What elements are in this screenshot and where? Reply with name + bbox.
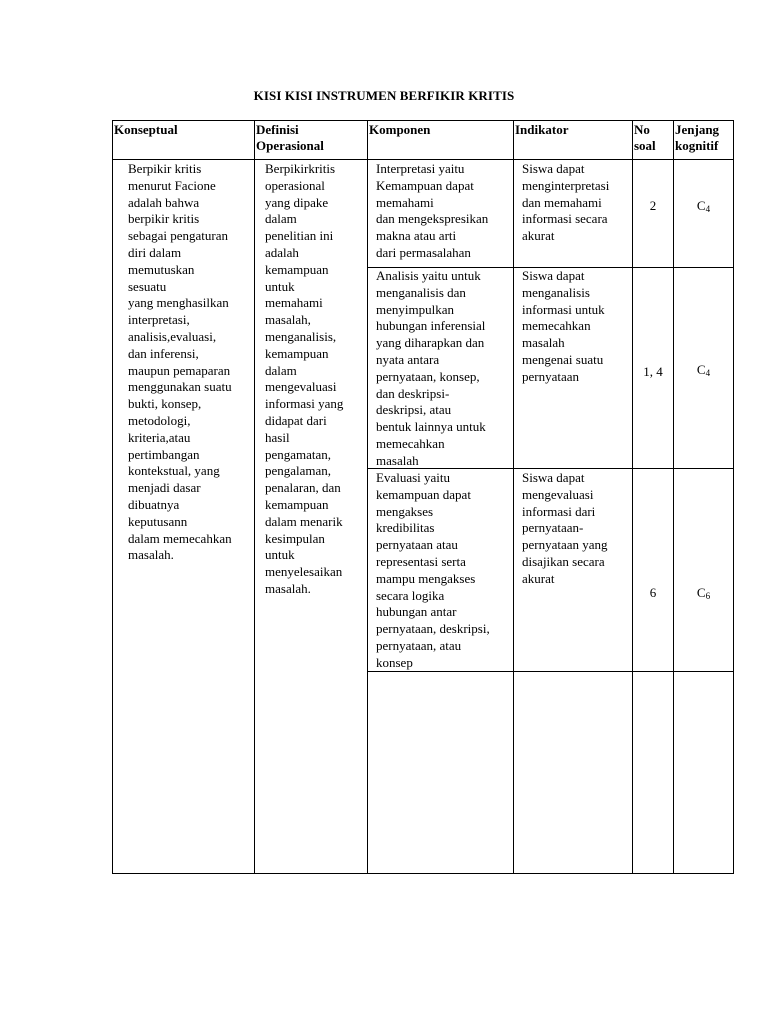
header-indikator — [515, 122, 630, 138]
kisi-kisi-table — [112, 120, 734, 874]
row2-no-soal: 1, 4 — [643, 364, 663, 379]
jenjang-subscript: 4 — [705, 204, 711, 214]
text-line: menginterpretasi — [522, 177, 610, 193]
header-definisi-line1: Definisi — [256, 122, 299, 137]
header-komponen-label: Komponen — [369, 122, 431, 137]
text-line: sebagai pengaturan — [128, 228, 228, 244]
text-line: hasil — [265, 429, 290, 445]
text-line: untuk — [265, 547, 295, 563]
col-divider-5 — [673, 120, 674, 874]
text-line: menganalisis dan — [376, 284, 466, 300]
text-line: kemampuan dapat — [376, 486, 471, 502]
text-line: dalam menarik — [265, 513, 343, 529]
text-line: kontekstual, yang — [128, 463, 220, 479]
jenjang-letter: C — [696, 198, 706, 213]
header-definisi-operasional — [256, 122, 366, 154]
text-line: pengalaman, — [265, 463, 332, 479]
text-line: yang menghasilkan — [128, 295, 229, 311]
text-line: masalah, — [265, 312, 311, 328]
text-line: hubungan antar — [376, 604, 457, 620]
text-line: mengakses — [376, 503, 434, 519]
row3-indikator — [522, 470, 630, 588]
text-line: masalah — [376, 452, 419, 468]
text-line: kemampuan — [265, 261, 329, 277]
text-line: dari permasalahan — [376, 244, 471, 260]
text-line: masalah. — [265, 580, 311, 596]
text-line: Kemampuan dapat — [376, 177, 474, 193]
table-border-top — [112, 120, 734, 121]
text-line: pernyataan, atau — [376, 637, 462, 653]
text-line: secara logika — [376, 587, 445, 603]
text-line: bentuk lainnya untuk — [376, 419, 486, 435]
text-line: menyimpulkan — [376, 301, 454, 317]
header-konseptual — [114, 122, 252, 138]
text-line: memutuskan — [128, 261, 195, 277]
header-jenjang-line1: Jenjang — [675, 122, 720, 137]
document-title: KISI KISI INSTRUMEN BERFIKIR KRITIS — [253, 88, 515, 103]
col-divider-2 — [367, 120, 368, 874]
text-line: pernyataan, deskripsi, — [376, 621, 490, 637]
definisi-operasional-text — [265, 161, 367, 598]
text-line: informasi yang — [265, 396, 344, 412]
text-line: diri dalam — [128, 244, 182, 260]
jenjang-subscript: 6 — [705, 591, 711, 601]
jenjang-letter: C — [696, 585, 706, 600]
text-line: mengenai suatu — [522, 351, 604, 367]
header-no-soal — [634, 122, 672, 154]
text-line: yang diharapkan dan — [376, 335, 485, 351]
text-line: yang dipake — [265, 194, 329, 210]
text-line: Berpikir kritis — [128, 161, 202, 176]
col-divider-1 — [254, 120, 255, 874]
text-line: didapat dari — [265, 412, 327, 428]
text-line: dalam — [265, 362, 297, 378]
row3-komponen — [376, 470, 511, 672]
text-line: kriteria,atau — [128, 429, 191, 445]
text-line: Siswa dapat — [522, 470, 585, 485]
table-border-bottom — [112, 873, 734, 874]
text-line: dan deskripsi- — [376, 385, 450, 401]
text-line: berpikir kritis — [128, 211, 200, 227]
text-line: nyata antara — [376, 351, 440, 367]
text-line: mengevaluasi — [265, 379, 337, 395]
text-line: deskripsi, atau — [376, 402, 452, 418]
text-line: penelitian ini — [265, 228, 334, 244]
text-line: hubungan inferensial — [376, 318, 486, 334]
text-line: akurat — [522, 570, 555, 586]
text-line: menjadi dasar — [128, 480, 201, 496]
text-line: mampu mengakses — [376, 570, 476, 586]
text-line: memecahkan — [522, 318, 591, 334]
text-line: disajikan secara — [522, 553, 605, 569]
text-line: memecahkan — [376, 435, 445, 451]
text-line: menyelesaikan — [265, 564, 343, 580]
text-line: Analisis yaitu untuk — [376, 268, 481, 283]
text-line: kemampuan — [265, 345, 329, 361]
text-line: makna atau arti — [376, 228, 457, 244]
text-line: adalah bahwa — [128, 194, 200, 210]
jenjang-subscript: 4 — [705, 368, 711, 378]
text-line: dan memahami — [522, 194, 602, 210]
header-divider — [112, 159, 734, 160]
text-line: metodologi, — [128, 412, 191, 428]
header-definisi-line2: Operasional — [256, 138, 324, 153]
row1-komponen — [376, 161, 511, 262]
text-line: dibuatnya — [128, 496, 180, 512]
header-indikator-label: Indikator — [515, 122, 569, 137]
text-line: kesimpulan — [265, 530, 325, 546]
text-line: keputusann — [128, 513, 188, 529]
text-line: menurut Facione — [128, 177, 216, 193]
text-line: akurat — [522, 228, 555, 244]
text-line: informasi secara — [522, 211, 608, 227]
text-line: memahami — [265, 295, 323, 311]
text-line: Siswa dapat — [522, 161, 585, 176]
text-line: dan inferensi, — [128, 345, 199, 361]
text-line: maupun pemaparan — [128, 362, 231, 378]
jenjang-letter: C — [696, 362, 706, 377]
text-line: pernyataan — [522, 368, 580, 384]
text-line: interpretasi, — [128, 312, 190, 328]
header-jenjang-kognitif — [675, 122, 733, 154]
text-line: pengamatan, — [265, 446, 332, 462]
text-line: pertimbangan — [128, 446, 200, 462]
row3-jenjang — [674, 585, 733, 602]
text-line: informasi untuk — [522, 301, 605, 317]
text-line: memahami — [376, 194, 434, 210]
col-divider-3 — [513, 120, 514, 874]
text-line: menggunakan suatu — [128, 379, 232, 395]
text-line: dalam — [265, 211, 297, 227]
row1-jenjang — [674, 198, 733, 215]
row3-no-soal: 6 — [649, 585, 657, 600]
header-no-line2: soal — [634, 138, 656, 153]
row1-indikator — [522, 161, 630, 245]
header-no-line1: No — [634, 122, 650, 137]
text-line: masalah. — [128, 547, 174, 563]
table-border-left — [112, 120, 113, 874]
text-line: representasi serta — [376, 553, 466, 569]
konseptual-text — [128, 161, 254, 564]
text-line: analisis,evaluasi, — [128, 328, 217, 344]
header-komponen — [369, 122, 509, 138]
text-line: sesuatu — [128, 278, 167, 294]
text-line: adalah — [265, 244, 299, 260]
text-line: Evaluasi yaitu — [376, 470, 451, 485]
text-line: dalam memecahkan — [128, 530, 232, 546]
text-line: menganalisis, — [265, 328, 337, 344]
text-line: kemampuan — [265, 496, 329, 512]
col-divider-4 — [632, 120, 633, 874]
row2-indikator — [522, 268, 630, 386]
header-jenjang-line2: kognitif — [675, 138, 719, 153]
text-line: bukti, konsep, — [128, 396, 202, 412]
text-line: masalah — [522, 335, 565, 351]
text-line: informasi dari — [522, 503, 596, 519]
text-line: penalaran, dan — [265, 480, 341, 496]
text-line: operasional — [265, 177, 325, 193]
text-line: dan mengekspresikan — [376, 211, 489, 227]
text-line: pernyataan, konsep, — [376, 368, 480, 384]
text-line: pernyataan yang — [522, 537, 608, 553]
text-line: pernyataan atau — [376, 537, 458, 553]
header-konseptual-label: Konseptual — [114, 122, 178, 137]
table-border-right — [733, 120, 734, 874]
text-line: untuk — [265, 278, 295, 294]
text-line: pernyataan- — [522, 520, 584, 536]
text-line: Interpretasi yaitu — [376, 161, 465, 176]
row1-no-soal: 2 — [649, 198, 657, 213]
row2-jenjang — [674, 362, 733, 379]
row2-komponen — [376, 268, 511, 470]
text-line: mengevaluasi — [522, 486, 594, 502]
text-line: Siswa dapat — [522, 268, 585, 283]
text-line: kredibilitas — [376, 520, 435, 536]
text-line: Berpikirkritis — [265, 161, 336, 176]
text-line: menganalisis — [522, 284, 590, 300]
text-line: konsep — [376, 654, 413, 670]
